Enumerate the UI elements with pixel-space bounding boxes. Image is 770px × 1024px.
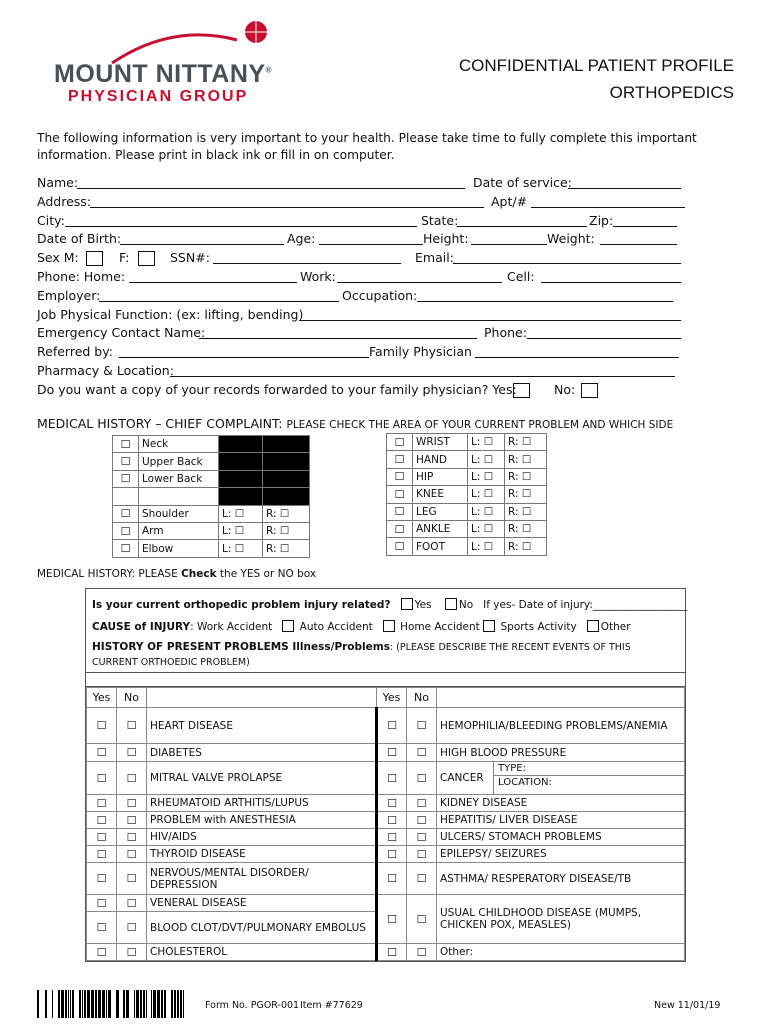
sex-m-checkbox[interactable] [86, 251, 103, 266]
cc-left-blank [219, 488, 263, 505]
barcode-bar [146, 990, 147, 1018]
left-disease: THYROID DISEASE [147, 846, 377, 863]
cc-right-l[interactable]: L: ☐ [468, 503, 505, 520]
emergency-phone-label: Phone: [484, 325, 527, 341]
cc-right-l[interactable]: L: ☐ [468, 468, 505, 485]
barcode-bar [65, 990, 67, 1018]
right-yes-checkbox[interactable]: ☐ [377, 795, 407, 812]
cc-right-r[interactable]: R: ☐ [505, 520, 547, 537]
cause-auto-checkbox[interactable] [383, 620, 395, 632]
barcode-bar [45, 990, 47, 1018]
left-yes-checkbox[interactable]: ☐ [87, 863, 117, 895]
brand-subtitle: PHYSICIAN GROUP [68, 88, 249, 105]
cc-left-checkbox[interactable]: ☐ [113, 436, 139, 453]
ssn-label: SSN#: [170, 250, 210, 266]
left-disease: RHEUMATOID ARTHITIS/LUPUS [147, 795, 377, 812]
barcode-bar [116, 990, 119, 1018]
address-label: Address: [37, 193, 91, 209]
barcode-bar [180, 990, 182, 1018]
cc-right-l[interactable]: L: ☐ [468, 520, 505, 537]
dob-input[interactable] [120, 231, 284, 245]
left-disease: CHOLESTEROL [147, 944, 377, 961]
disease-table [86, 687, 685, 961]
barcode-bar [37, 990, 39, 1018]
left-yes-checkbox[interactable]: ☐ [87, 744, 117, 762]
right-yes-checkbox[interactable]: ☐ [377, 944, 407, 961]
occupation-input[interactable] [417, 288, 673, 302]
phone-home-input[interactable] [129, 269, 297, 283]
form-number: Form No. PGOR-001 [205, 1000, 300, 1011]
zip-input[interactable] [613, 213, 677, 227]
barcode-bar [171, 990, 173, 1018]
injury-date-field[interactable]: If yes- Date of injury:__________________ [483, 599, 688, 611]
left-disease: VENERAL DISEASE [147, 895, 377, 912]
right-yes-checkbox[interactable]: ☐ [377, 762, 407, 795]
forward-yes-checkbox[interactable] [513, 383, 530, 398]
barcode-bar [183, 990, 184, 1018]
left-disease: DIABETES [147, 744, 377, 762]
sex-f-checkbox[interactable] [138, 251, 155, 266]
right-disease: HEPATITIS/ LIVER DISEASE [437, 812, 685, 829]
hpi-answer-area[interactable] [86, 673, 685, 687]
right-disease: ASTHMA/ RESPERATORY DISEASE/TB [437, 863, 685, 895]
right-no-checkbox[interactable]: ☐ [407, 846, 437, 863]
cc-right-area: FOOT [413, 538, 468, 555]
left-disease: NERVOUS/MENTAL DISORDER/ DEPRESSION [147, 863, 377, 895]
sex-f-label: F: [119, 250, 130, 266]
cell-input[interactable] [541, 269, 681, 283]
left-no-checkbox[interactable]: ☐ [117, 846, 147, 863]
cc-right-checkbox[interactable]: ☐ [387, 520, 413, 537]
injury-questions: Is your current orthopedic problem injury related? Yes No If yes- Date of injury:__________________ CAUSE of INJURY: Work Accident Auto Accident Home Accident Sports Activity Other HISTORY OF PRESENT PROBLEMS Illness/Problems: (PLEASE DESCRIBE THE RECENT EVENTS OF THIS CURRENT ORTHOEDIC PROBLEM) [86, 589, 685, 673]
cc-left-blank [263, 488, 310, 505]
cc-left-blank [219, 436, 263, 453]
name-label: Name: [37, 175, 79, 190]
cc-left-r[interactable]: R: ☐ [263, 505, 310, 522]
right-no-checkbox[interactable]: ☐ [407, 812, 437, 829]
right-yes-checkbox[interactable]: ☐ [377, 829, 407, 846]
forward-question: Do you want a copy of your records forwarded to your family physician? Yes: [37, 381, 517, 397]
barcode-bar [161, 990, 163, 1018]
cc-left-area: Neck [139, 436, 219, 453]
left-no-checkbox[interactable]: ☐ [117, 895, 147, 912]
cc-right-l[interactable]: L: ☐ [468, 486, 505, 503]
cause-sports-checkbox[interactable] [587, 620, 599, 632]
address-input[interactable] [90, 194, 484, 208]
left-disease: HEART DISEASE [147, 708, 377, 744]
cc-right-area: ANKLE [413, 520, 468, 537]
left-no-checkbox[interactable]: ☐ [117, 762, 147, 795]
left-yes-checkbox[interactable]: ☐ [87, 795, 117, 812]
cc-left-blank [263, 436, 310, 453]
barcode-bar [91, 990, 94, 1018]
cc-right-area: HAND [413, 451, 468, 468]
left-yes-checkbox[interactable]: ☐ [87, 912, 117, 944]
barcode-bar [58, 990, 60, 1018]
medical-history-section [85, 588, 686, 962]
right-yes-checkbox[interactable]: ☐ [377, 744, 407, 762]
cc-left-blank [263, 453, 310, 470]
barcode-bar [151, 990, 152, 1018]
left-yes-checkbox[interactable]: ☐ [87, 762, 117, 795]
cc-left-checkbox[interactable]: ☐ [113, 540, 139, 557]
barcode-bar [136, 990, 139, 1018]
cause-label: CAUSE of INJURY [92, 621, 191, 633]
left-no-checkbox[interactable]: ☐ [117, 944, 147, 961]
cc-left-checkbox[interactable] [113, 488, 139, 505]
cc-right-r[interactable]: R: ☐ [505, 468, 547, 485]
left-no-checkbox[interactable]: ☐ [117, 795, 147, 812]
city-label: City: [37, 212, 65, 228]
cc-left-area [139, 488, 219, 505]
employer-label: Employer: [37, 287, 101, 303]
emergency-contact-label: Emergency Contact Name: [37, 325, 206, 341]
right-no-checkbox[interactable]: ☐ [407, 863, 437, 895]
cc-left-blank [219, 470, 263, 487]
name-input[interactable] [77, 175, 465, 189]
cc-left-r[interactable]: R: ☐ [263, 522, 310, 539]
apt-input[interactable] [531, 194, 685, 208]
cc-left-blank [219, 453, 263, 470]
weight-input[interactable] [600, 231, 677, 245]
family-physician-input[interactable] [475, 344, 679, 358]
pharmacy-label: Pharmacy & Location: [37, 362, 174, 378]
hpi-prompt: HISTORY OF PRESENT PROBLEMS Illness/Problems: (PLEASE DESCRIBE THE RECENT EVENTS OF THIS CURRENT ORTHOEDIC PROBLEM) [92, 641, 631, 668]
cause-work-checkbox[interactable] [282, 620, 294, 632]
chief-complaint-left-table [112, 435, 310, 558]
right-no-checkbox[interactable]: ☐ [407, 895, 437, 944]
left-yes-checkbox[interactable]: ☐ [87, 829, 117, 846]
pharmacy-input[interactable] [170, 363, 675, 377]
left-disease: PROBLEM with ANESTHESIA [147, 812, 377, 829]
emergency-phone-input[interactable] [527, 325, 681, 339]
work-input[interactable] [337, 269, 502, 283]
cc-right-checkbox[interactable]: ☐ [387, 486, 413, 503]
state-label: State: [421, 212, 459, 228]
cc-left-area: Upper Back [139, 453, 219, 470]
cc-left-checkbox[interactable]: ☐ [113, 505, 139, 522]
barcode-bar [82, 990, 83, 1018]
phone-home-label: Phone: Home: [37, 268, 126, 284]
left-yes-checkbox[interactable]: ☐ [87, 944, 117, 961]
cc-right-checkbox[interactable]: ☐ [387, 451, 413, 468]
right-disease: EPILEPSY/ SEIZURES [437, 846, 685, 863]
cc-right-area: LEG [413, 503, 468, 520]
cc-right-r[interactable]: R: ☐ [505, 538, 547, 555]
city-input[interactable] [65, 213, 417, 227]
barcode-bar [79, 990, 81, 1018]
right-yes-checkbox[interactable]: ☐ [377, 812, 407, 829]
right-disease: USUAL CHILDHOOD DISEASE (MUMPS, CHICKEN POX, MEASLES) [437, 895, 685, 944]
cc-left-l[interactable]: L: ☐ [219, 522, 263, 539]
age-input[interactable] [319, 231, 423, 245]
right-disease: ULCERS/ STOMACH PROBLEMS [437, 829, 685, 846]
left-no-checkbox[interactable]: ☐ [117, 744, 147, 762]
dob-label: Date of Birth: [37, 231, 122, 247]
height-label: Height: [423, 231, 469, 247]
left-no-checkbox[interactable]: ☐ [117, 829, 147, 846]
form-version: New 11/01/19 [654, 1000, 721, 1011]
right-no-checkbox[interactable]: ☐ [407, 795, 437, 812]
col-no-header: No [117, 688, 147, 708]
barcode-bar [102, 990, 105, 1018]
forward-no-label: No: [554, 381, 576, 397]
right-no-checkbox[interactable]: ☐ [407, 708, 437, 744]
intro-text: The following information is very important to your health. Please take time to fully complete this important information. Please print in black ink or fill in on computer. [37, 131, 697, 162]
barcode-bar [123, 990, 125, 1018]
barcode-bar [72, 990, 74, 1018]
email-input[interactable] [453, 250, 681, 264]
employer-input[interactable] [99, 288, 339, 302]
cc-right-checkbox[interactable]: ☐ [387, 468, 413, 485]
barcode-bar [70, 990, 71, 1018]
family-physician-label: Family Physician [369, 344, 472, 360]
brand-name: MOUNT NITTANY® [54, 60, 272, 88]
injury-no-checkbox[interactable] [445, 598, 457, 610]
cc-right-l[interactable]: L: ☐ [468, 451, 505, 468]
barcode-bar [52, 990, 53, 1018]
right-no-checkbox[interactable]: ☐ [407, 744, 437, 762]
title-line-2: ORTHOPEDICS [609, 83, 734, 102]
cc-left-area: Lower Back [139, 470, 219, 487]
item-number: Item #77629 [300, 1000, 363, 1011]
title-line-1: CONFIDENTIAL PATIENT PROFILE [458, 56, 734, 75]
barcode-bar [177, 990, 179, 1018]
barcode-bar [143, 990, 145, 1018]
left-yes-checkbox[interactable]: ☐ [87, 846, 117, 863]
job-function-input[interactable] [299, 307, 681, 321]
occupation-label: Occupation: [342, 287, 418, 303]
right-yes-checkbox[interactable]: ☐ [377, 708, 407, 744]
cc-left-blank [263, 470, 310, 487]
document-title [459, 52, 734, 106]
work-label: Work: [300, 268, 336, 284]
barcode-bar [126, 990, 129, 1018]
right-no-checkbox[interactable]: ☐ [407, 762, 437, 795]
injury-yes-checkbox[interactable] [401, 598, 413, 610]
ssn-input[interactable] [213, 250, 401, 264]
left-yes-checkbox[interactable]: ☐ [87, 895, 117, 912]
barcode-bar [87, 990, 90, 1018]
cc-right-checkbox[interactable]: ☐ [387, 538, 413, 555]
zip-label: Zip: [589, 212, 614, 228]
date-of-service-input[interactable] [568, 175, 681, 189]
referred-by-input[interactable] [119, 344, 369, 358]
weight-label: Weight: [547, 231, 595, 247]
right-no-checkbox[interactable]: ☐ [407, 829, 437, 846]
left-no-checkbox[interactable]: ☐ [117, 812, 147, 829]
cc-left-l[interactable]: L: ☐ [219, 505, 263, 522]
barcode-bar [134, 990, 135, 1018]
cc-left-checkbox[interactable]: ☐ [113, 522, 139, 539]
logo [52, 18, 302, 108]
cc-right-r[interactable]: R: ☐ [505, 434, 547, 451]
cell-label: Cell: [507, 268, 535, 284]
barcode-bar [164, 990, 166, 1018]
barcode-bar [68, 990, 69, 1018]
emergency-contact-input[interactable] [199, 325, 477, 339]
cc-right-checkbox[interactable]: ☐ [387, 434, 413, 451]
barcode-bar [140, 990, 142, 1018]
medical-history-title: MEDICAL HISTORY: PLEASE Check the YES or NO box [37, 568, 317, 580]
apt-label: Apt/# [491, 193, 528, 209]
cc-left-checkbox[interactable]: ☐ [113, 453, 139, 470]
state-input[interactable] [457, 213, 587, 227]
sex-m-label: Sex M: [37, 250, 79, 266]
right-no-checkbox[interactable]: ☐ [407, 944, 437, 961]
barcode-bar [61, 990, 64, 1018]
barcode-bar [84, 990, 86, 1018]
chief-complaint-title: MEDICAL HISTORY – CHIEF COMPLAINT: PLEASE CHECK THE AREA OF YOUR CURRENT PROBLEM AND WHICH SIDE [37, 416, 674, 431]
left-disease: BLOOD CLOT/DVT/PULMONARY EMBOLUS [147, 912, 377, 944]
left-disease: MITRAL VALVE PROLAPSE [147, 762, 377, 795]
barcode-bar [174, 990, 176, 1018]
cc-left-l[interactable]: L: ☐ [219, 540, 263, 557]
cc-right-checkbox[interactable]: ☐ [387, 503, 413, 520]
barcode [37, 990, 187, 1018]
left-yes-checkbox[interactable]: ☐ [87, 812, 117, 829]
left-yes-checkbox[interactable]: ☐ [87, 708, 117, 744]
right-disease: CANCER TYPE: LOCATION: [437, 762, 685, 795]
height-input[interactable] [471, 231, 547, 245]
cc-right-area: WRIST [413, 434, 468, 451]
barcode-bar [157, 990, 160, 1018]
barcode-bar [95, 990, 97, 1018]
col-yes-header: Yes [377, 688, 407, 708]
left-disease: HIV/AIDS [147, 829, 377, 846]
patient-fields [37, 174, 687, 400]
right-disease: KIDNEY DISEASE [437, 795, 685, 812]
cc-left-r[interactable]: R: ☐ [263, 540, 310, 557]
cc-right-area: HIP [413, 468, 468, 485]
barcode-bar [153, 990, 156, 1018]
barcode-bar [106, 990, 107, 1018]
injury-question: Is your current orthopedic problem injury related? [92, 599, 391, 611]
right-disease: HEMOPHILIA/BLEEDING PROBLEMS/ANEMIA [437, 708, 685, 744]
cc-right-l[interactable]: L: ☐ [468, 434, 505, 451]
cause-home-checkbox[interactable] [483, 620, 495, 632]
cc-left-area: Elbow [139, 540, 219, 557]
cc-right-area: KNEE [413, 486, 468, 503]
left-no-checkbox[interactable]: ☐ [117, 863, 147, 895]
cc-left-area: Shoulder [139, 505, 219, 522]
cancer-type-field[interactable]: TYPE: [494, 762, 684, 776]
col-no-header: No [407, 688, 437, 708]
job-function-label: Job Physical Function: (ex: lifting, bending) [37, 306, 304, 322]
cancer-location-field[interactable]: LOCATION: [498, 777, 552, 788]
cc-right-r[interactable]: R: ☐ [505, 486, 547, 503]
cc-right-l[interactable]: L: ☐ [468, 538, 505, 555]
email-label: Email: [415, 250, 454, 266]
cc-right-r[interactable]: R: ☐ [505, 503, 547, 520]
date-of-service-label: Date of service: [473, 175, 572, 190]
left-no-checkbox[interactable]: ☐ [117, 708, 147, 744]
age-label: Age: [287, 231, 316, 247]
cc-left-area: Arm [139, 522, 219, 539]
right-yes-checkbox[interactable]: ☐ [377, 846, 407, 863]
right-disease: Other: [437, 944, 685, 961]
cc-right-r[interactable]: R: ☐ [505, 451, 547, 468]
cc-left-checkbox[interactable]: ☐ [113, 470, 139, 487]
barcode-bar [108, 990, 111, 1018]
barcode-bar [98, 990, 101, 1018]
right-yes-checkbox[interactable]: ☐ [377, 895, 407, 944]
right-yes-checkbox[interactable]: ☐ [377, 863, 407, 895]
forward-no-checkbox[interactable] [581, 383, 598, 398]
referred-by-label: Referred by: [37, 344, 113, 360]
right-disease: HIGH BLOOD PRESSURE [437, 744, 685, 762]
left-no-checkbox[interactable]: ☐ [117, 912, 147, 944]
chief-complaint-right-table [386, 433, 547, 556]
col-yes-header: Yes [87, 688, 117, 708]
